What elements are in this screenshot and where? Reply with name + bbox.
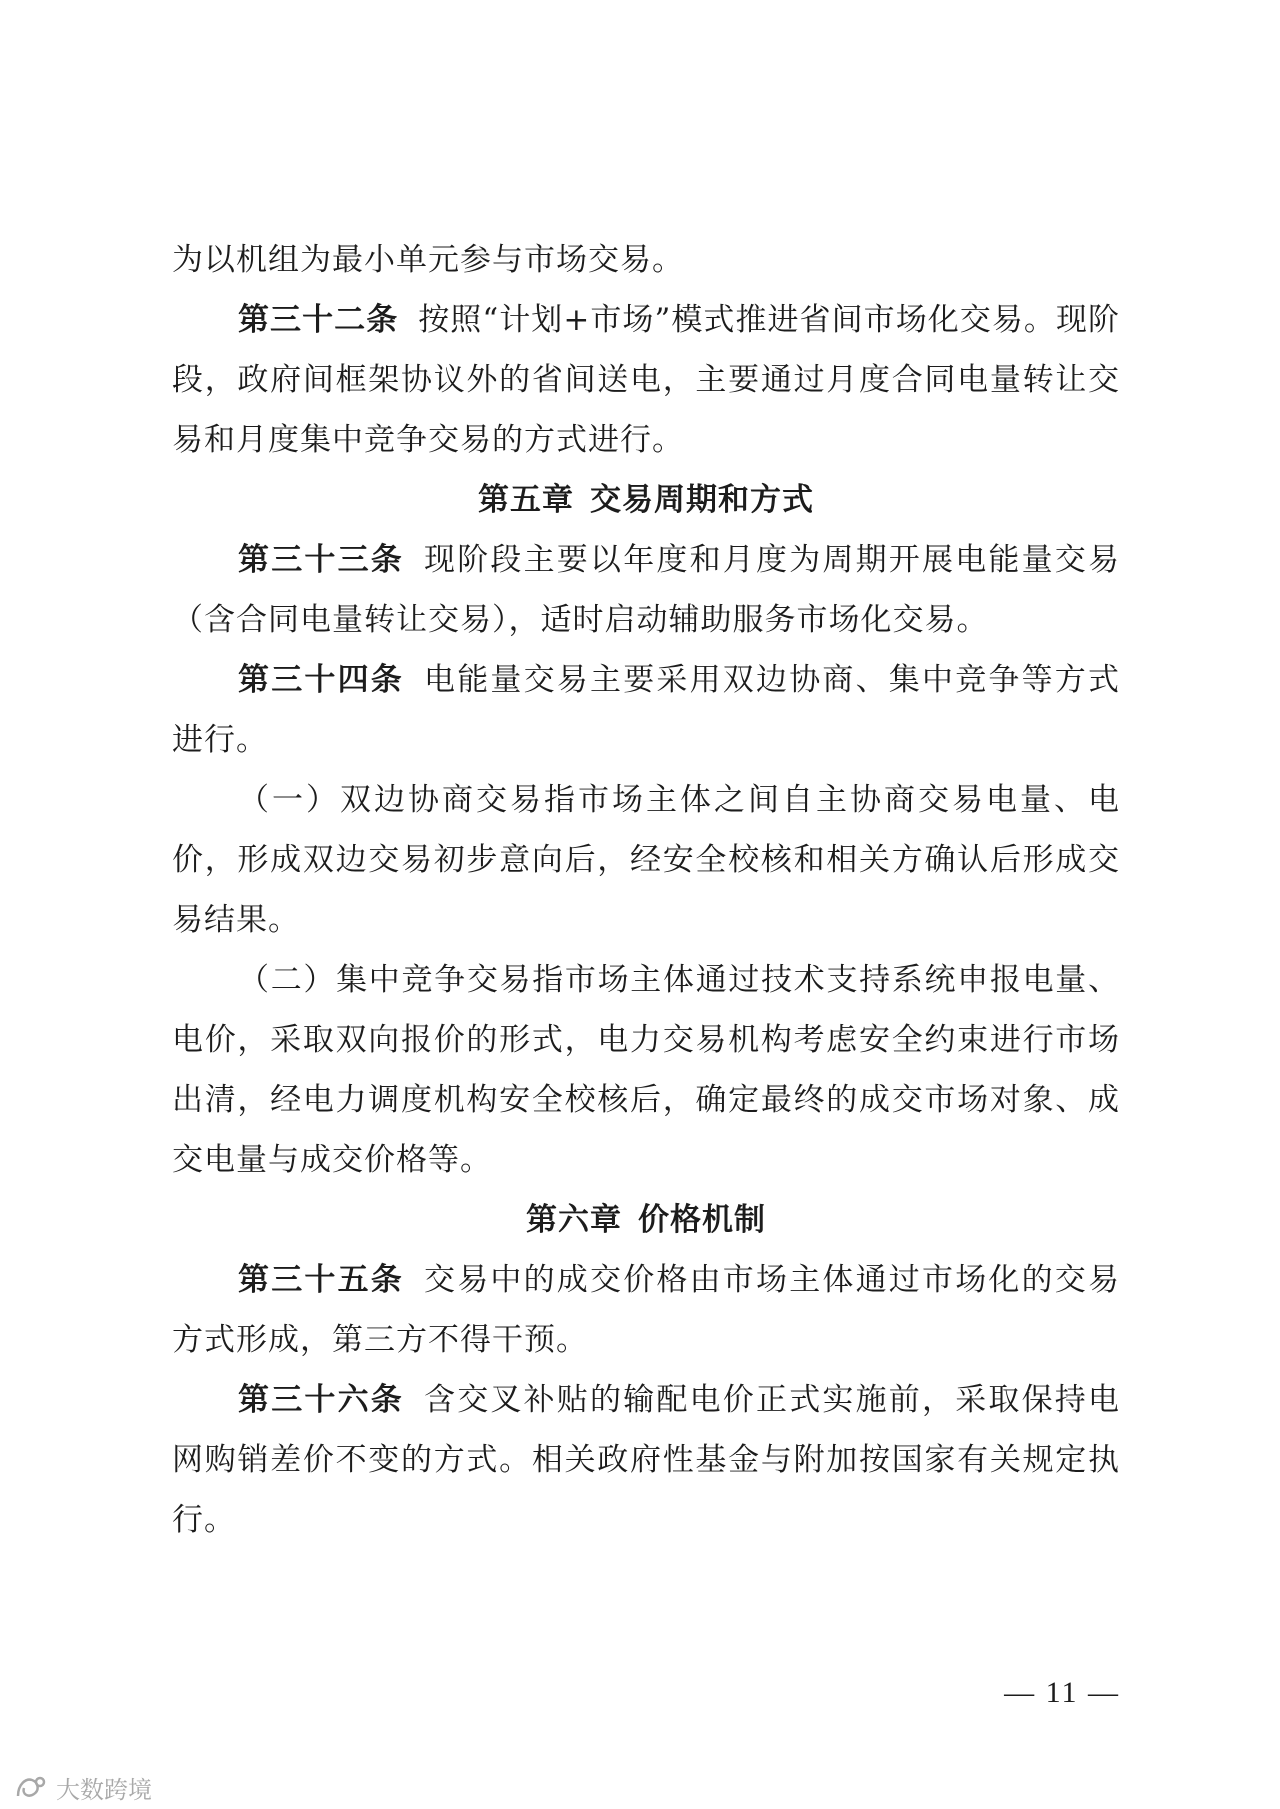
document-body: [172, 230, 1120, 1550]
article-paragraph: [172, 290, 1120, 470]
chapter-title: 价格机制: [638, 1202, 766, 1238]
chapter-heading: [172, 1190, 1120, 1250]
brand-logo-icon: [14, 1774, 48, 1802]
paragraph-text: （二）集中竞争交易指市场主体通过技术支持系统申报电量、电价，采取双向报价的形式，电力交易机构考虑安全约束进行市场出清，经电力调度机构安全校核后，确定最终的成交市场对象、成交电量与成交价格等。: [172, 962, 1120, 1178]
article-paragraph: [172, 650, 1120, 770]
watermark-text: 大数跨境: [56, 1776, 152, 1804]
chapter-number: 第五章: [478, 482, 574, 518]
clause-paragraph: [172, 770, 1120, 950]
paragraph-text: （一）双边协商交易指市场主体之间自主协商交易电量、电价，形成双边交易初步意向后，经安全校核和相关方确认后形成交易结果。: [172, 782, 1120, 938]
article-number: 第三十二条: [238, 302, 399, 338]
chapter-number: 第六章: [526, 1202, 622, 1238]
paragraph-text: 电能量交易主要采用双边协商、集中竞争等方式进行。: [172, 662, 1120, 758]
article-paragraph: [172, 1370, 1120, 1550]
article-paragraph: [172, 1250, 1120, 1370]
paragraph-text: 含交叉补贴的输配电价正式实施前，采取保持电网购销差价不变的方式。相关政府性基金与附加按国家有关规定执行。: [172, 1382, 1120, 1538]
paragraph-text: 为以机组为最小单元参与市场交易。: [172, 242, 684, 278]
paragraph-text: 现阶段主要以年度和月度为周期开展电能量交易（含合同电量转让交易），适时启动辅助服务市场化交易。: [172, 542, 1120, 638]
article-number: 第三十四条: [238, 662, 404, 698]
paragraph-text: 交易中的成交价格由市场主体通过市场化的交易方式形成，第三方不得干预。: [172, 1262, 1120, 1358]
clause-paragraph: [172, 950, 1120, 1190]
watermark: [14, 1770, 152, 1805]
article-number: 第三十六条: [238, 1382, 404, 1418]
chapter-heading: [172, 470, 1120, 530]
clause-paragraph: [172, 230, 1120, 290]
page-number: — 11 —: [1004, 1676, 1120, 1709]
article-number: 第三十五条: [238, 1262, 404, 1298]
article-number: 第三十三条: [238, 542, 404, 578]
chapter-title: 交易周期和方式: [590, 482, 814, 518]
paragraph-text: 按照“计划+市场”模式推进省间市场化交易。现阶段，政府间框架协议外的省间送电，主要通过月度合同电量转让交易和月度集中竞争交易的方式进行。: [172, 302, 1121, 458]
article-paragraph: [172, 530, 1120, 650]
